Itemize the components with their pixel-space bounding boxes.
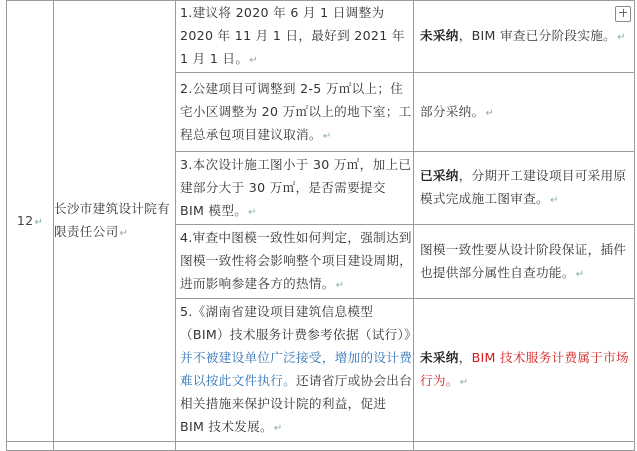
- reply-text: [414, 346, 634, 394]
- reply-segment: 未采纳: [420, 28, 459, 43]
- table-cell: [7, 442, 54, 451]
- table-cell: [176, 442, 414, 451]
- table-row: [7, 1, 635, 73]
- table-row: [7, 442, 635, 451]
- suggestion-cell: [176, 152, 414, 225]
- reply-segment: ，: [458, 350, 472, 365]
- table-cell: [54, 442, 176, 451]
- paragraph-mark-icon: ↵: [34, 216, 44, 228]
- reply-segment: BIM 技术服务计费属于市场行为。: [420, 350, 629, 388]
- paragraph-mark-icon: ↵: [249, 55, 258, 66]
- row-number-cell: [7, 1, 54, 442]
- suggestion-segment: 4.审查中图模一致性如何判定，强制达到图模一致性将会影响整个项目建设周期，进而影响参建各方的热情。: [180, 230, 413, 291]
- paragraph-mark-icon: ↵: [459, 377, 469, 388]
- reply-segment: 已采纳: [420, 168, 459, 183]
- paragraph-mark-icon: ↵: [322, 130, 332, 142]
- reply-text: [414, 238, 634, 286]
- suggestion-cell: [176, 225, 414, 299]
- reply-segment: ，分期开工建设项目可采用原模式完成施工图审查。: [420, 168, 627, 206]
- suggestion-segment: 3.本次设计施工图小于 30 万㎡，加上已建部分大于 30 万㎡，是否需要提交 BIM 模型。: [180, 156, 412, 218]
- suggestion-segment: 2.公建项目可调整到 2-5 万㎡以上；住宅小区调整为 20 万㎡以上的地下室；工程总承包项目建议取消。: [180, 80, 412, 142]
- feedback-table: [6, 0, 635, 451]
- suggestion-text: [176, 153, 413, 224]
- reply-cell: [414, 225, 635, 299]
- suggestion-segment: 还请省厅或协会出台相关措施来保护设计院的利益，促进 BIM 技术发展。: [180, 373, 413, 434]
- suggestion-segment: 1.建议将 2020 年 6 月 1 日调整为 2020 年 11 月 1 日，最好到 2021 年 1 月 1 日。: [180, 5, 405, 66]
- paragraph-mark-icon: ↵: [248, 206, 257, 218]
- reply-cell: [414, 73, 635, 152]
- suggestion-text: [176, 300, 418, 440]
- reply-cell: [414, 152, 635, 225]
- suggestion-cell: [176, 1, 414, 73]
- reply-segment: 图模一致性要从设计阶段保证，插件也提供部分属性自查功能。: [420, 241, 627, 280]
- paragraph-mark-icon: ↵: [617, 32, 626, 43]
- row-number: 12: [16, 212, 34, 228]
- suggestion-segment: 并不被建设单位广泛接受，增加的设计费难以按此文件执行。: [180, 350, 413, 388]
- suggestion-cell: [176, 299, 418, 442]
- table-cell: [414, 442, 635, 451]
- suggestion-text: [176, 226, 413, 297]
- reply-cell: [414, 299, 635, 442]
- reply-text: [414, 100, 634, 125]
- paragraph-mark-icon: ↵: [119, 228, 129, 239]
- suggestion-cell: [176, 73, 414, 152]
- paragraph-mark-icon: ↵: [575, 268, 585, 280]
- paragraph-mark-icon: ↵: [485, 107, 495, 119]
- reply-segment: 部分采纳。: [420, 103, 485, 119]
- paragraph-mark-icon: ↵: [273, 423, 283, 434]
- suggestion-segment: 5.《湖南省建设项目建筑信息模型（BIM）技术服务计费参考依据（试行）》: [180, 304, 418, 342]
- reply-text: [414, 24, 634, 49]
- organization-name: 长沙市建筑设计院有限责任公司: [54, 201, 171, 239]
- suggestion-text: [176, 1, 413, 72]
- paragraph-mark-icon: ↵: [335, 280, 345, 291]
- suggestion-text: [176, 77, 413, 148]
- organization-cell: [54, 1, 176, 442]
- reply-cell: [414, 1, 635, 73]
- paragraph-mark-icon: ↵: [549, 195, 559, 206]
- reply-segment: 未采纳: [420, 350, 459, 365]
- reply-text: [414, 164, 634, 212]
- reply-segment: ，BIM 审查已分阶段实施。: [458, 28, 617, 43]
